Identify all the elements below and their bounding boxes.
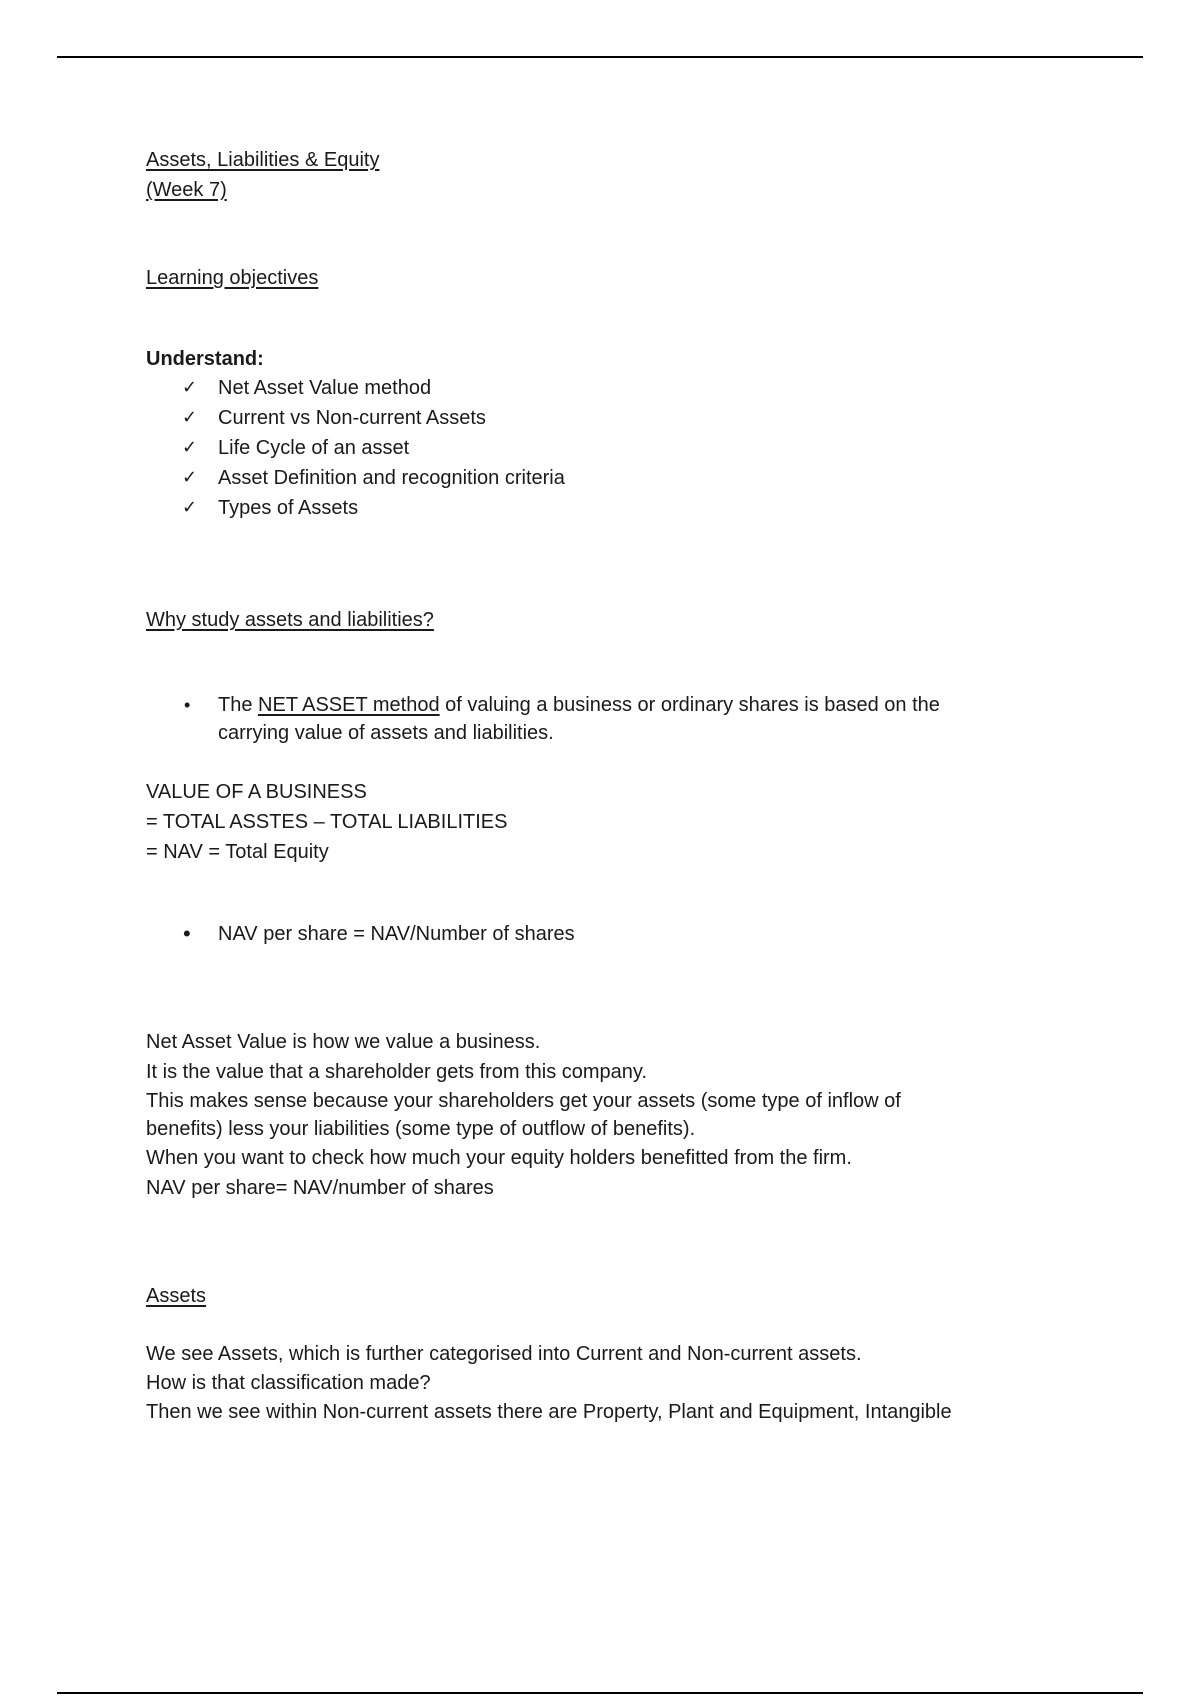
formula-line-2: = TOTAL ASSTES – TOTAL LIABILITIES	[146, 811, 508, 833]
checkmark-icon: ✓	[182, 377, 198, 398]
bullet-prefix: The	[218, 694, 259, 716]
explanation-line: It is the value that a shareholder gets from this company.	[146, 1061, 647, 1083]
list-item	[146, 493, 1066, 523]
checkmark-icon: ✓	[182, 497, 198, 518]
assets-text-block	[146, 1339, 1066, 1427]
objective-text: Asset Definition and recognition criteria	[218, 467, 565, 489]
objective-text: Types of Assets	[218, 497, 359, 519]
objective-text: Net Asset Value method	[218, 377, 432, 399]
objectives-list	[146, 373, 1066, 523]
explanation-block	[146, 1027, 1066, 1203]
assets-text-line: We see Assets, which is further categorised into Current and Non-current assets.	[146, 1343, 862, 1365]
net-asset-method-term: NET ASSET method	[258, 694, 440, 716]
explanation-line: When you want to check how much your equity holders benefitted from the firm.	[146, 1147, 852, 1169]
explanation-line: NAV per share= NAV/number of shares	[146, 1177, 494, 1199]
footer-rule	[57, 1692, 1143, 1694]
document-body	[146, 145, 1066, 1427]
explanation-line: Net Asset Value is how we value a business.	[146, 1031, 541, 1053]
header-rule	[57, 56, 1143, 58]
checkmark-icon: ✓	[182, 407, 198, 428]
objective-text: Life Cycle of an asset	[218, 437, 410, 459]
objectives-heading: Learning objectives	[146, 267, 319, 289]
understand-label: Understand:	[146, 348, 264, 370]
bullet-icon: •	[183, 921, 191, 946]
bullet-icon: •	[184, 695, 191, 715]
checkmark-icon: ✓	[182, 467, 198, 488]
nav-list	[146, 919, 1066, 949]
title-line-2: (Week 7)	[146, 179, 227, 201]
bullet-suffix: of valuing a business or ordinary shares is based on the carrying value of assets and liabilities.	[218, 694, 940, 744]
why-heading: Why study assets and liabilities?	[146, 609, 434, 631]
explanation-line: This makes sense because your shareholders get your assets (some type of inflow of	[146, 1090, 901, 1112]
net-asset-list	[146, 691, 1066, 747]
list-item	[146, 691, 998, 747]
list-item	[146, 373, 1066, 403]
title-line-1: Assets, Liabilities & Equity	[146, 149, 380, 171]
assets-heading: Assets	[146, 1285, 207, 1307]
formula-line-1: VALUE OF A BUSINESS	[146, 781, 367, 803]
formula-line-3: = NAV = Total Equity	[146, 841, 329, 863]
list-item	[146, 433, 1066, 463]
explanation-line: benefits) less your liabilities (some type of outflow of benefits).	[146, 1118, 696, 1140]
list-item	[146, 919, 1066, 949]
assets-text-line: Then we see within Non-current assets there are Property, Plant and Equipment, Intangible	[146, 1401, 952, 1423]
list-item	[146, 403, 1066, 433]
document-title	[146, 145, 1066, 205]
objective-text: Current vs Non-current Assets	[218, 407, 486, 429]
list-item	[146, 463, 1066, 493]
assets-text-line: How is that classification made?	[146, 1372, 431, 1394]
value-formula	[146, 777, 1066, 867]
checkmark-icon: ✓	[182, 437, 198, 458]
nav-bullet-text: NAV per share = NAV/Number of shares	[218, 923, 575, 945]
